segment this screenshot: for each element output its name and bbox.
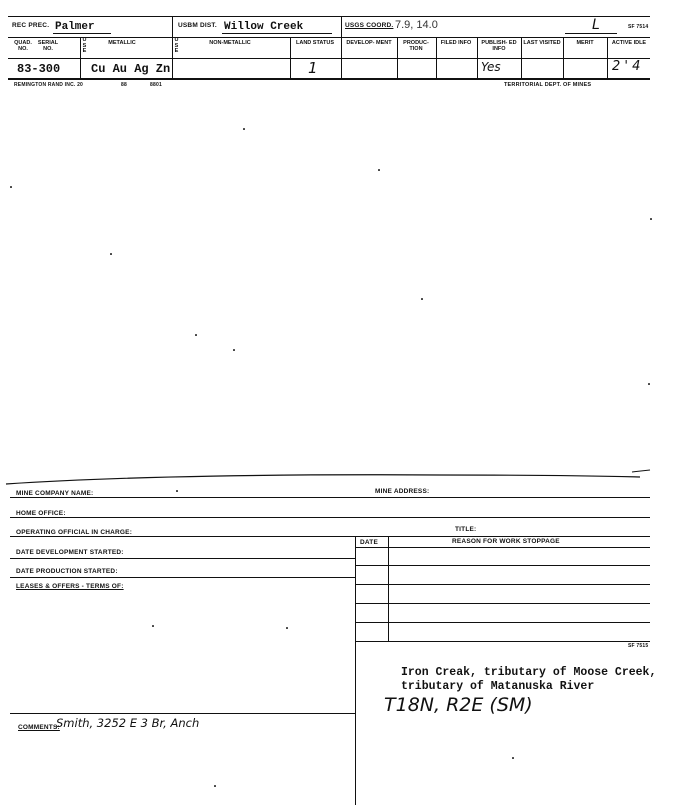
note-line-1: Iron Creak, tributary of Moose Creek, (401, 666, 657, 679)
note-line-2: tributary of Matanuska River (401, 680, 595, 693)
home-office-label: HOME OFFICE: (16, 510, 66, 517)
scan-speck (233, 349, 235, 351)
scan-speck (152, 625, 154, 627)
divider-line (355, 536, 356, 642)
rec-prec-label: REC PREC. (12, 22, 50, 29)
divider-line (436, 37, 437, 78)
printer-name: REMINGTON RAND INC. 20 (14, 82, 84, 88)
divider-line (341, 16, 342, 37)
divider-line (341, 37, 342, 78)
department-label: TERRITORIAL DEPT. OF MINES (504, 82, 592, 88)
col-development: DEVELOP- MENT (346, 40, 392, 46)
title-label: TITLE: (455, 526, 477, 533)
divider-line (355, 622, 650, 623)
scan-speck (650, 218, 652, 220)
divider-line (172, 37, 173, 78)
record-quad-serial: 83-300 (17, 62, 61, 76)
divider-line (10, 558, 355, 559)
col-active-idle: ACTIVE IDLE (611, 40, 647, 46)
divider-line (10, 497, 650, 498)
top-border-line (8, 16, 650, 17)
note-handwritten-location: T18N, R2E (SM) (384, 694, 533, 716)
col-use-metallic: U S E (82, 37, 87, 54)
divider-line (355, 641, 650, 642)
scan-speck (10, 186, 12, 188)
row-divider-line (8, 58, 650, 59)
scan-speck (195, 334, 197, 336)
col-non-metallic: NON-METALLIC (209, 40, 251, 46)
col-last-visited: LAST VISITED (523, 40, 561, 46)
comments-label: COMMENTS: (18, 724, 60, 731)
divider-line (355, 584, 650, 585)
record-published-info: Yes (481, 60, 501, 74)
col-published-info: PUBLISH- ED INFO (481, 40, 517, 52)
divider-line (521, 37, 522, 78)
record-active-idle: 2 ' 4 (612, 59, 641, 74)
operating-official-label: OPERATING OFFICIAL IN CHARGE: (16, 529, 133, 536)
col-metallic: METALLIC (108, 40, 136, 46)
divider-line (290, 37, 291, 78)
usgs-coord-value: 7.9, 14.0 (395, 19, 438, 31)
usgs-coord-label: USGS COORD. (345, 22, 394, 29)
scan-speck (421, 298, 423, 300)
scan-speck (110, 253, 112, 255)
col-production: PRODUC- TION (403, 40, 429, 52)
divider-line (172, 16, 173, 37)
mark-value: L (592, 17, 600, 33)
scan-speck (648, 383, 650, 385)
col-filed-info: FILED INFO (440, 40, 472, 46)
scan-speck (378, 169, 380, 171)
divider-line (355, 547, 650, 548)
usbm-dist-value: Willow Creek (224, 21, 304, 33)
scan-speck (214, 785, 216, 787)
divider-line (397, 37, 398, 78)
record-metallic: Cu Au Ag Zn (91, 62, 171, 76)
reason-column-header: REASON FOR WORK STOPPAGE (452, 538, 560, 545)
leases-offers-label: LEASES & OFFERS - TERMS OF: (16, 583, 124, 590)
comments-value: Smith, 3252 E 3 Br, Anch (56, 716, 200, 730)
divider-line (10, 517, 650, 518)
divider-line (563, 37, 564, 78)
mine-address-label: MINE ADDRESS: (375, 488, 430, 495)
date-column-header: DATE (360, 539, 379, 546)
col-land-status: LAND STATUS (296, 40, 334, 46)
form-number: SF 7514 (628, 24, 649, 30)
divider-line (477, 37, 478, 78)
divider-line (80, 37, 81, 78)
scan-speck (243, 128, 245, 130)
scan-speck (286, 627, 288, 629)
header-divider-line (8, 37, 650, 38)
record-land-status: 1 (308, 59, 318, 77)
divider-line (607, 37, 608, 78)
divider-line (10, 536, 650, 537)
divider-line (10, 713, 355, 714)
col-quad-no: QUAD. NO. (14, 40, 32, 52)
divider-line (355, 603, 650, 604)
card-bottom-line (8, 78, 650, 80)
divider-line (355, 641, 356, 805)
date-production-label: DATE PRODUCTION STARTED: (16, 568, 118, 575)
underline (565, 33, 617, 34)
scan-speck (176, 490, 178, 492)
printer-code-a: 88 (121, 82, 127, 88)
divider-line (355, 565, 650, 566)
divider-line (10, 577, 355, 578)
col-use-nonmetallic: U S E (174, 37, 179, 54)
curved-top-edge (0, 468, 678, 488)
mine-company-name-label: MINE COMPANY NAME: (16, 490, 94, 497)
rec-prec-value: Palmer (55, 21, 95, 33)
lower-form-number: SF 7515 (628, 643, 649, 649)
printer-code-b: 8801 (150, 82, 162, 88)
date-development-label: DATE DEVELOPMENT STARTED: (16, 549, 124, 556)
underline (222, 33, 332, 34)
col-merit: MERIT (576, 40, 594, 46)
underline (53, 33, 111, 34)
usbm-dist-label: USBM DIST. (178, 22, 217, 29)
divider-line (388, 536, 389, 642)
col-serial-no: SERIAL NO. (37, 40, 59, 52)
scan-speck (512, 757, 514, 759)
